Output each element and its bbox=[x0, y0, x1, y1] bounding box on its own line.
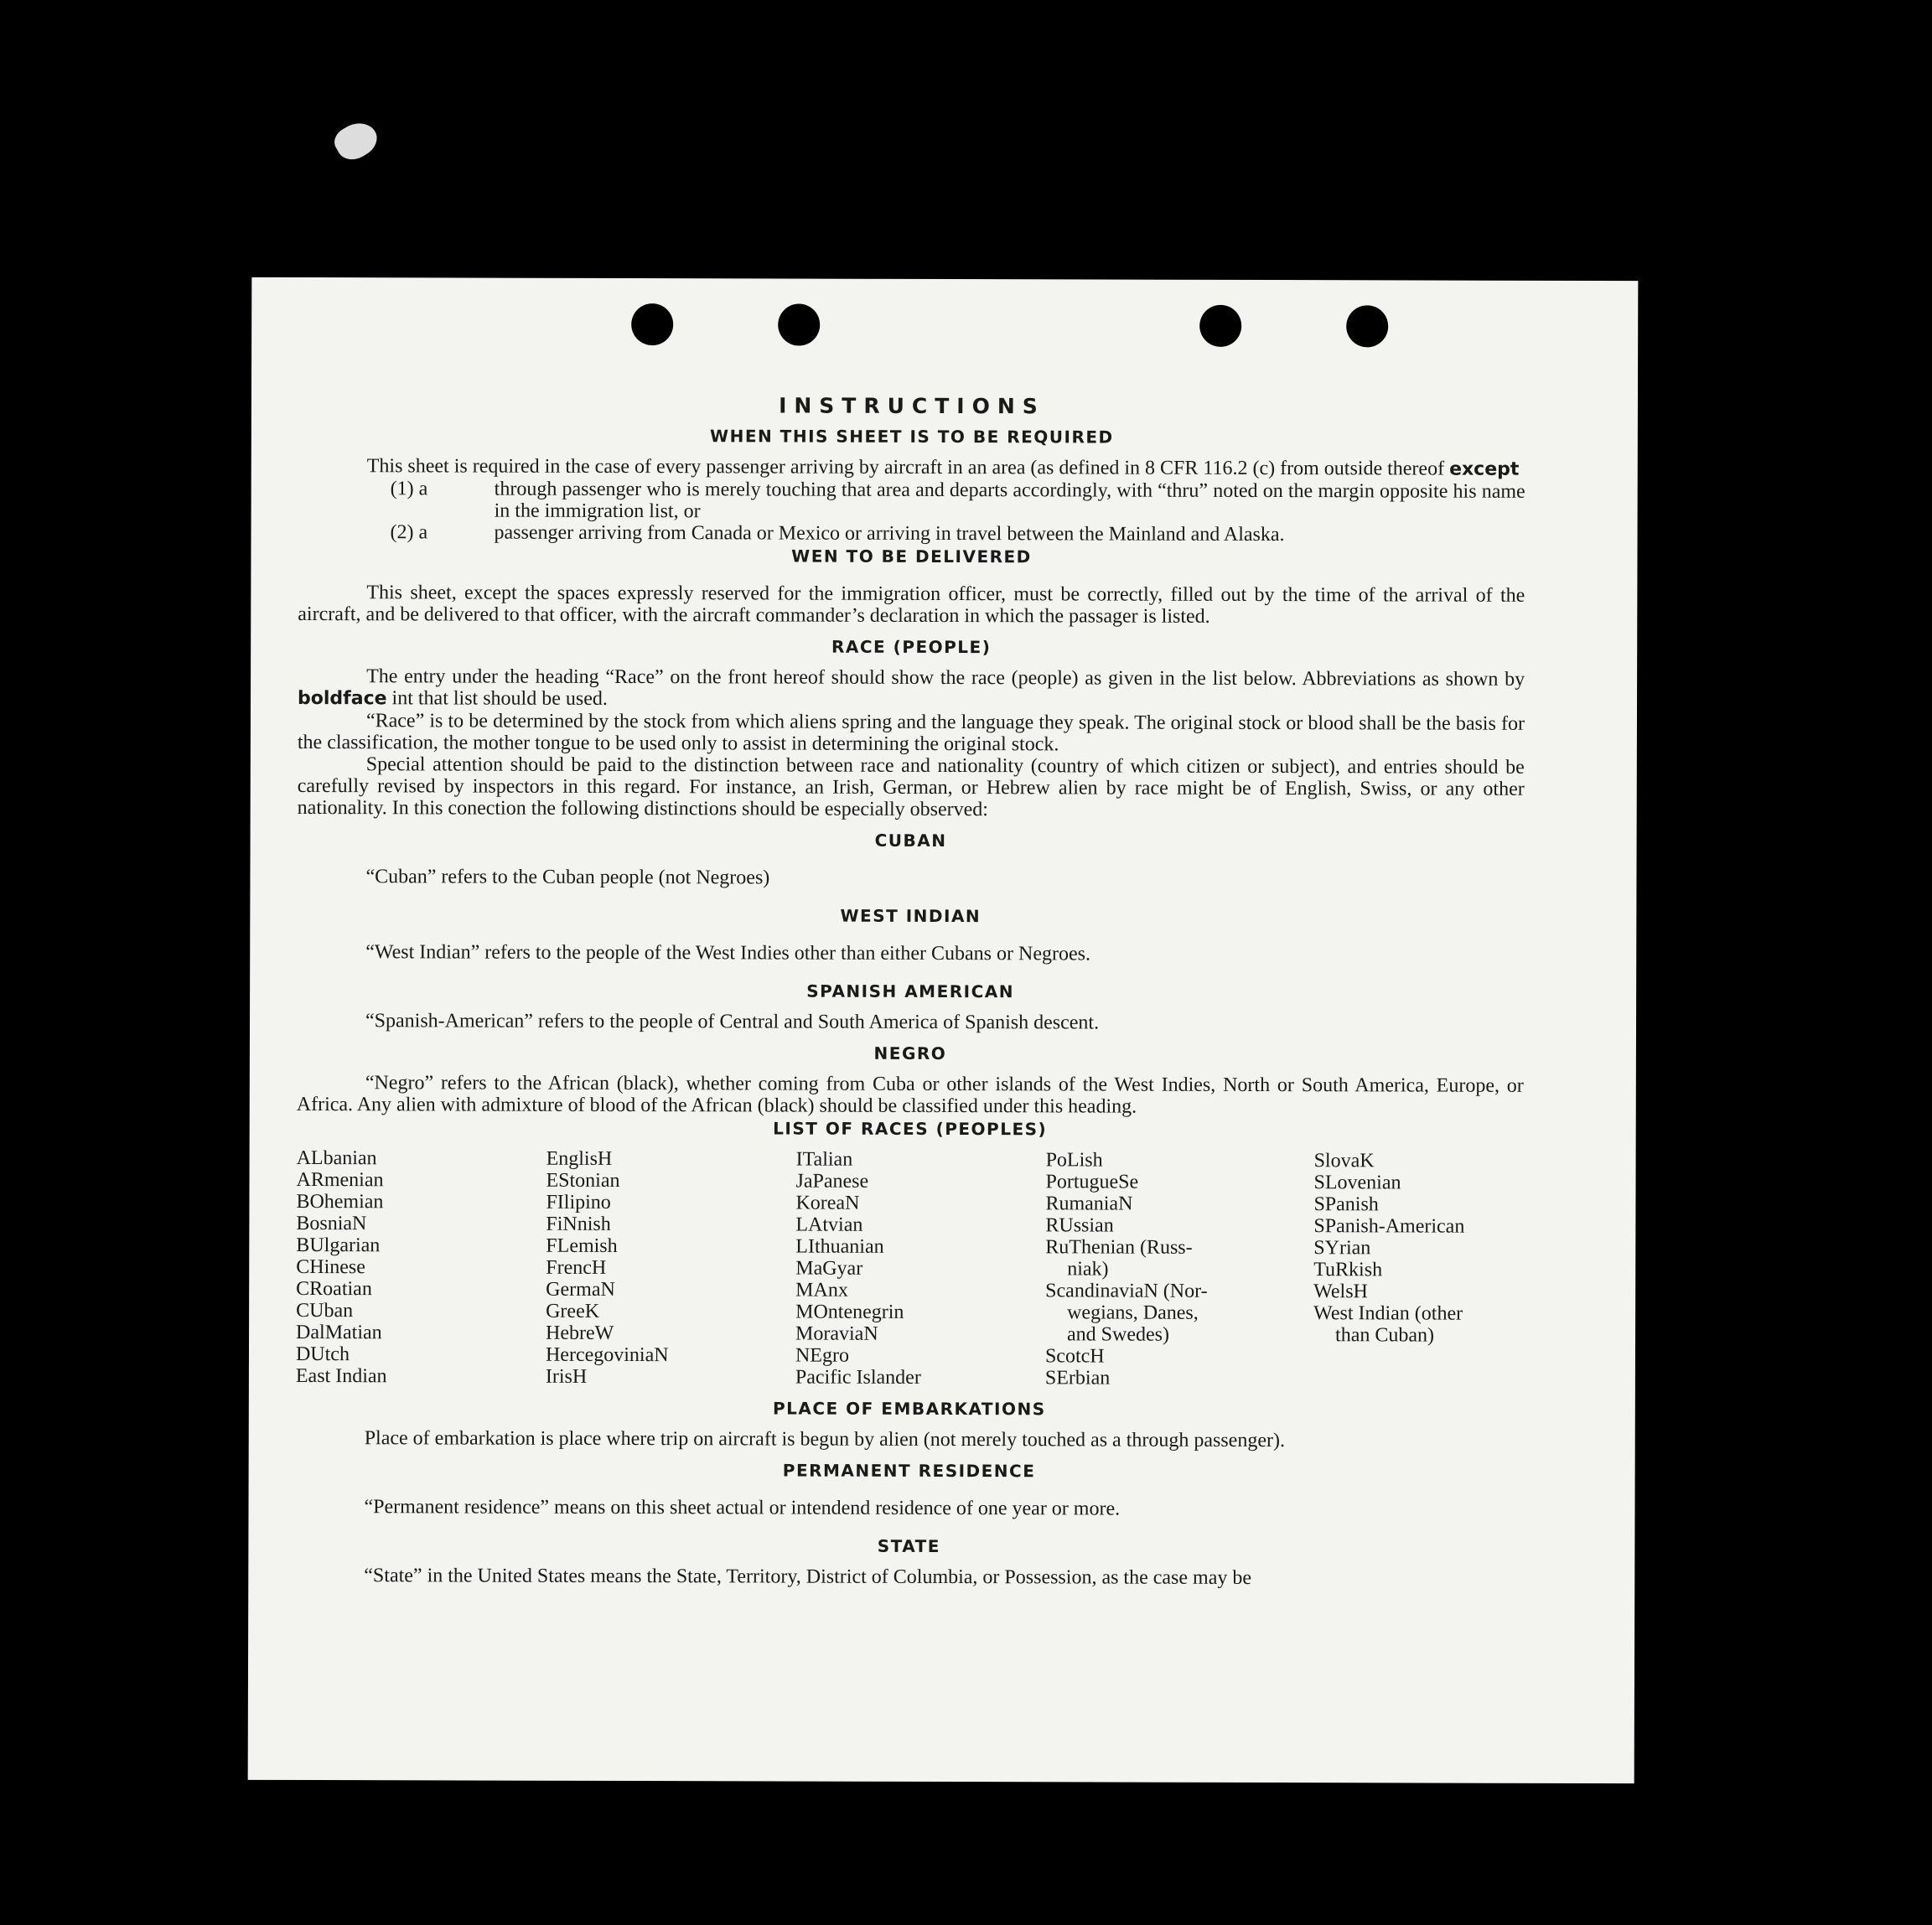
paragraph bbox=[298, 455, 1525, 481]
races-column bbox=[1045, 1149, 1314, 1389]
required-intro: This sheet is required in the case of every passenger arriving by aircraft in an area (as defined in 8 CFR 116.2 (c) from outside thereof bbox=[366, 455, 1445, 480]
section-heading: RACE (PEOPLE) bbox=[831, 636, 992, 658]
punch-hole bbox=[631, 303, 673, 345]
punch-hole bbox=[1346, 305, 1388, 347]
paragraph: “State” in the United States means the State, Territory, District of Columbia, or Possession, as the case may be bbox=[364, 1565, 1252, 1589]
race-item: CRoatian bbox=[296, 1277, 372, 1301]
item-text: passenger arriving from Canada or Mexico or arriving in travel between the Mainland and Alaska. bbox=[494, 521, 1285, 546]
race-item: SYrian bbox=[1313, 1237, 1371, 1260]
section-heading: LIST OF RACES (PEOPLES) bbox=[773, 1118, 1048, 1140]
race-item: TuRkish bbox=[1313, 1259, 1383, 1281]
exception-list bbox=[298, 478, 1525, 546]
race-item: PoLish bbox=[1045, 1149, 1103, 1172]
boldface-label: boldface bbox=[298, 687, 387, 710]
race-item: SPanish-American bbox=[1313, 1215, 1465, 1238]
race-item: GreeK bbox=[546, 1300, 600, 1322]
race-item: RumaniaN bbox=[1045, 1193, 1133, 1215]
race-item: ITalian bbox=[795, 1148, 853, 1171]
race-item: JaPanese bbox=[795, 1170, 869, 1193]
race-item: SLovenian bbox=[1313, 1172, 1401, 1194]
paragraph: “Negro” refers to the African (black), whether coming from Cuba or other islands of the West Indies, North or South America, Europe, or Africa. Any alien with admixture of blood of the African (black) should be classified under this heading. bbox=[296, 1072, 1524, 1118]
race-item: MOntenegrin bbox=[795, 1301, 904, 1323]
paragraph: Special attention should be paid to the distinction between race and nationality (country of which citizen or subject), and entries should be carefully revised by inspectors in this regard. For instance, an Irish, German, or Hebrew alien by race might be of English, Swiss, or any other nationality. In this conection the following distinctions should be especially observed: bbox=[297, 753, 1525, 821]
paragraph: “Race” is to be determined by the stock from which aliens spring and the language they speak. The original stock or blood shall be the basis for the classification, the mother tongue to be used only to assist in determining the original stock. bbox=[297, 710, 1525, 756]
list-item bbox=[298, 521, 1525, 546]
paragraph: Place of embarkation is place where trip on aircraft is begun by alien (not merely touched as a through passenger). bbox=[364, 1427, 1286, 1452]
section-heading: WEN TO BE DELIVERED bbox=[791, 546, 1032, 567]
race-item: BosniaN bbox=[296, 1212, 367, 1235]
race-item: HebreW bbox=[546, 1322, 614, 1344]
race-item: Pacific Islander bbox=[795, 1366, 921, 1389]
item-number: (1) a bbox=[390, 478, 428, 500]
section-heading: PLACE OF EMBARKATIONS bbox=[772, 1398, 1046, 1420]
race-item: NEgro bbox=[795, 1344, 850, 1367]
list-item bbox=[298, 478, 1525, 525]
race-item: niak) bbox=[1067, 1258, 1109, 1281]
scan-debris bbox=[329, 116, 382, 166]
section-heading: WEST INDIAN bbox=[840, 905, 982, 927]
race-item: SPanish bbox=[1313, 1193, 1379, 1216]
section-heading: STATE bbox=[877, 1535, 941, 1556]
punch-hole bbox=[1199, 305, 1241, 347]
races-column bbox=[795, 1149, 1046, 1389]
race-item: SErbian bbox=[1044, 1367, 1111, 1389]
except-label: except bbox=[1449, 458, 1520, 480]
paragraph: “Permanent residence” means on this sheet actual or intendend residence of one year or more. bbox=[364, 1496, 1121, 1520]
race-item: ALbanian bbox=[296, 1146, 377, 1170]
races-list bbox=[296, 1147, 1524, 1390]
paragraph: “Cuban” refers to the Cuban people (not Negroes) bbox=[365, 866, 770, 889]
section-heading: WHEN THIS SHEET IS TO BE REQUIRED bbox=[710, 426, 1114, 448]
race-item: RUssian bbox=[1045, 1214, 1114, 1237]
race-item: MAnx bbox=[795, 1279, 848, 1301]
race-item: DalMatian bbox=[296, 1321, 382, 1344]
race-item: LAtvian bbox=[795, 1213, 863, 1236]
race-item: HercegoviniaN bbox=[545, 1343, 669, 1367]
race-item: PortugueSe bbox=[1045, 1171, 1139, 1193]
race-item: and Swedes) bbox=[1067, 1323, 1170, 1346]
race-item: GermaN bbox=[546, 1278, 615, 1301]
race-item: BOhemian bbox=[296, 1190, 384, 1213]
races-column bbox=[546, 1148, 796, 1389]
race-text: The entry under the heading “Race” on the front hereof should show the race (people) as given in the list below. Abbreviations as shown by bbox=[366, 665, 1525, 691]
race-item: SlovaK bbox=[1313, 1150, 1375, 1172]
race-item: ScotcH bbox=[1044, 1345, 1105, 1368]
item-number: (2) a bbox=[390, 521, 428, 544]
race-item: FiNnish bbox=[546, 1213, 611, 1235]
race-item: ScandinaviaN (Nor- bbox=[1045, 1280, 1208, 1302]
document-page bbox=[248, 277, 1639, 1783]
race-item: wegians, Danes, bbox=[1067, 1301, 1199, 1324]
race-text: int that list should be used. bbox=[391, 687, 608, 710]
race-item: West Indian (other bbox=[1313, 1302, 1463, 1325]
race-item: RuThenian (Russ- bbox=[1045, 1236, 1193, 1259]
race-item: DUtch bbox=[295, 1343, 350, 1366]
race-item: MoraviaN bbox=[795, 1322, 878, 1345]
item-text: through passenger who is merely touching that area and departs accordingly, with “thru” noted on the margin opposite his name in the immigration list, or bbox=[494, 478, 1525, 523]
race-item: CUban bbox=[296, 1299, 354, 1322]
section-heading: SPANISH AMERICAN bbox=[806, 981, 1015, 1002]
races-column bbox=[296, 1147, 546, 1388]
race-item: MaGyar bbox=[795, 1257, 863, 1280]
race-item: FLemish bbox=[546, 1234, 618, 1257]
race-item: ARmenian bbox=[296, 1168, 384, 1192]
race-item: FrencH bbox=[546, 1256, 607, 1279]
document-title: INSTRUCTIONS bbox=[779, 393, 1045, 419]
paragraph: “West Indian” refers to the people of the West Indies other than either Cubans or Negroes. bbox=[365, 941, 1091, 965]
races-column bbox=[1313, 1150, 1524, 1390]
race-item: CHinese bbox=[296, 1255, 365, 1279]
race-item: EStonian bbox=[546, 1169, 620, 1192]
section-heading: NEGRO bbox=[873, 1043, 947, 1064]
section-heading: PERMANENT RESIDENCE bbox=[782, 1460, 1036, 1482]
race-item: East Indian bbox=[295, 1364, 387, 1388]
race-item: WelsH bbox=[1313, 1281, 1368, 1303]
race-item: FIlipino bbox=[546, 1191, 611, 1213]
race-item: KoreaN bbox=[795, 1192, 860, 1214]
race-item: than Cuban) bbox=[1335, 1324, 1435, 1347]
race-item: IrisH bbox=[545, 1365, 588, 1388]
punch-hole bbox=[778, 303, 820, 345]
race-item: BUlgarian bbox=[296, 1234, 381, 1257]
document-body bbox=[295, 393, 1525, 1590]
paragraph: This sheet, except the spaces expressly reserved for the immigration officer, must be correctly, filled out by the time of the arrival of the aircraft, and be delivered to that officer, with the aircraft commander’s declaration in which the passager is listed. bbox=[298, 582, 1525, 628]
section-heading: CUBAN bbox=[874, 830, 947, 851]
paragraph bbox=[298, 665, 1525, 713]
race-item: LIthuanian bbox=[795, 1235, 884, 1258]
race-item: EnglisH bbox=[546, 1147, 613, 1170]
paragraph: “Spanish-American” refers to the people of Central and South America of Spanish descent. bbox=[365, 1010, 1100, 1034]
